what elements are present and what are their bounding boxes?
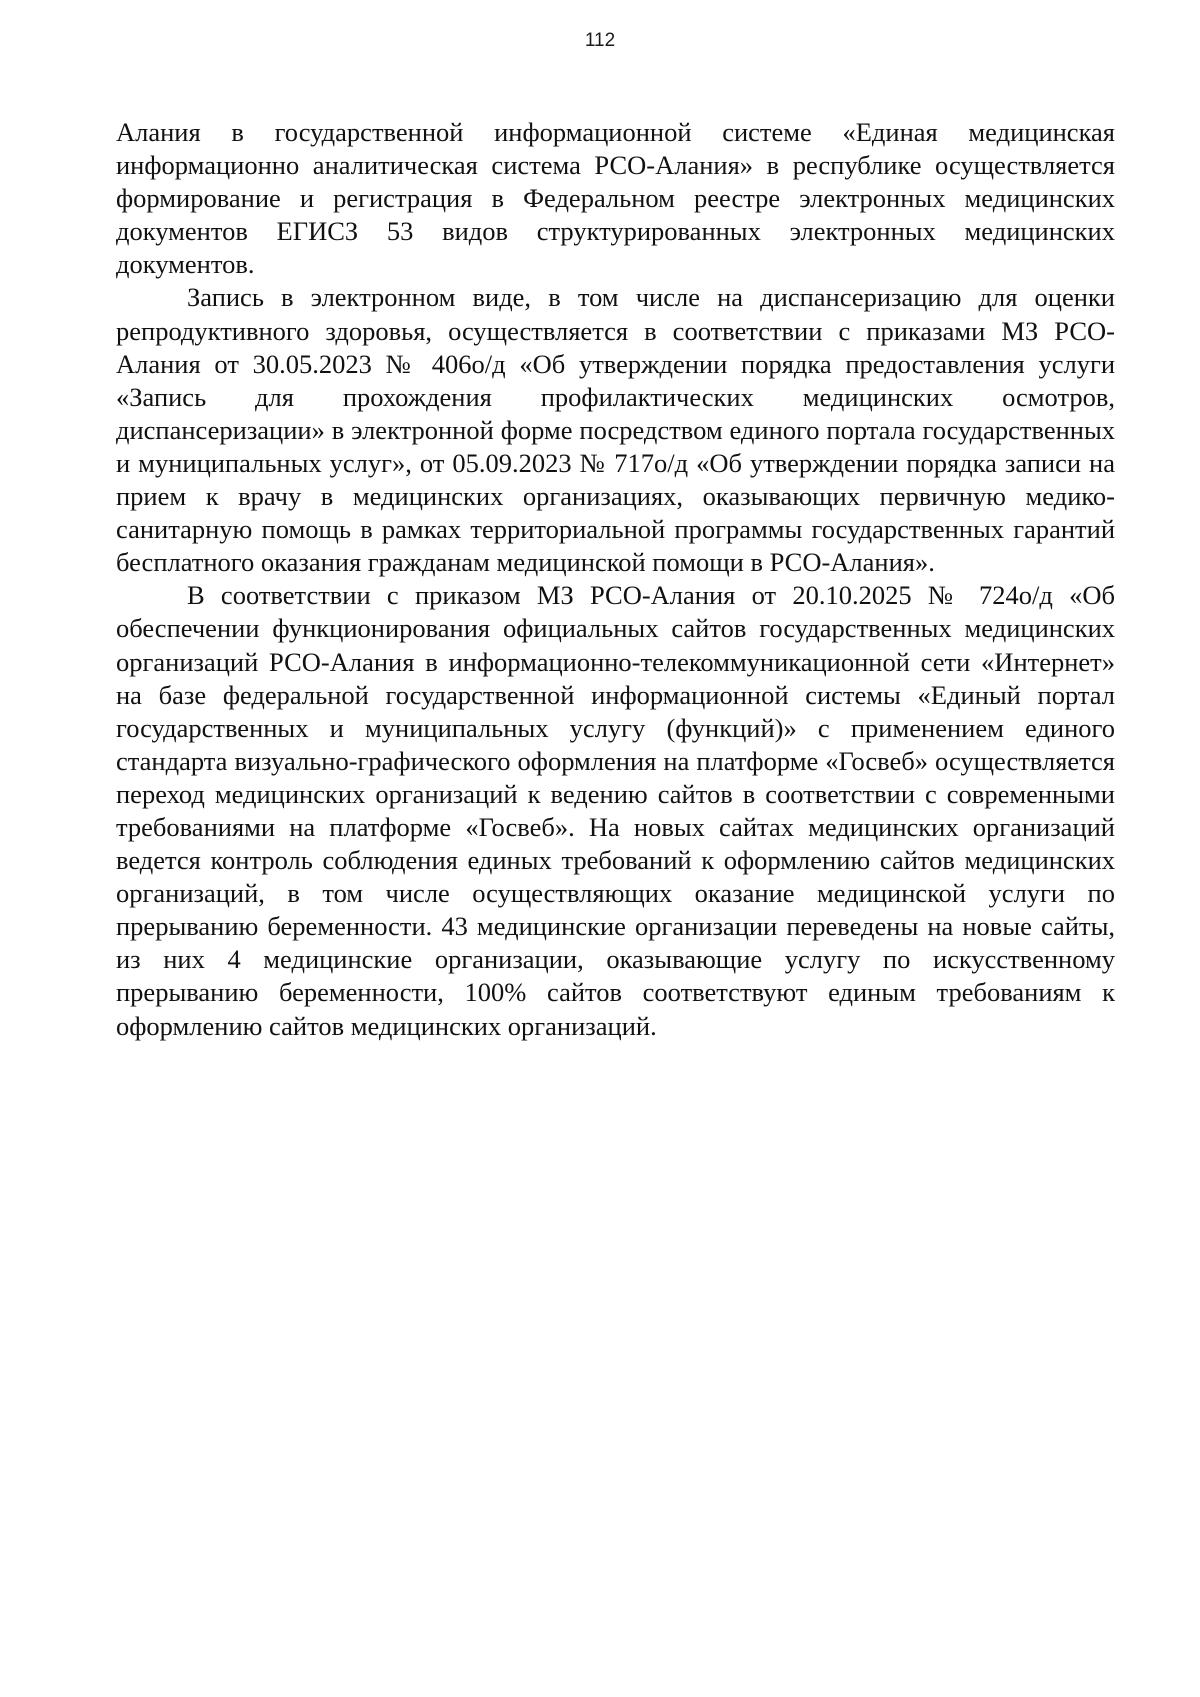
paragraph-gosweb-websites: В соответствии с приказом МЗ РСО-Алания от 20.10.2025 № 724о/д «Об обеспечении функционирования официальных сайтов государственных медицинских организаций РСО-Алания в информационно-телекоммуникационной сети «Интернет» на базе федеральной государственной информационной системы «Единый портал государственных и муниципальных услугу (функций)» с применением единого стандарта визуально-графического оформления на платформе «Госвеб» осуществляется переход медицинских организаций к ведению сайтов в соответствии с современными требованиями на платформе «Госвеб». На новых сайтах медицинских организаций ведется контроль соблюдения единых требований к оформлению сайтов медицинских организаций, в том числе осуществляющих оказание медицинской услуги по прерыванию беременности. 43 медицинские организации переведены на новые сайты, из них 4 медицинские организации, оказывающие услугу по искусственному прерыванию беременности, 100% сайтов соответствуют единым требованиям к оформлению сайтов медицинских организаций.	[116, 580, 1115, 1041]
paragraph-continuation: Алания в государственной информационной системе «Единая медицинская информационно аналитическая система РСО-Алания» в республике осуществляется формирование и регистрация в Федеральном реестре электронных медицинских документов ЕГИСЗ 53 видов структурированных электронных медицинских документов.	[116, 117, 1115, 280]
document-body	[116, 116, 1115, 1043]
page-number: 112	[584, 30, 616, 51]
paragraph-electronic-appointment: Запись в электронном виде, в том числе на диспансеризацию для оценки репродуктивного здоровья, осуществляется в соответствии с приказами МЗ РСО-Алания от 30.05.2023 № 406о/д «Об утверждении порядка предоставления услуги «Запись для прохождения профилактических медицинских осмотров, диспансеризации» в электронной форме посредством единого портала государственных и муниципальных услуг», от 05.09.2023 № 717о/д «Об утверждении порядка записи на прием к врачу в медицинских организациях, оказывающих первичную медико-санитарную помощь в рамках территориальной программы государственных гарантий бесплатного оказания гражданам медицинской помощи в РСО-Алания».	[116, 282, 1115, 578]
